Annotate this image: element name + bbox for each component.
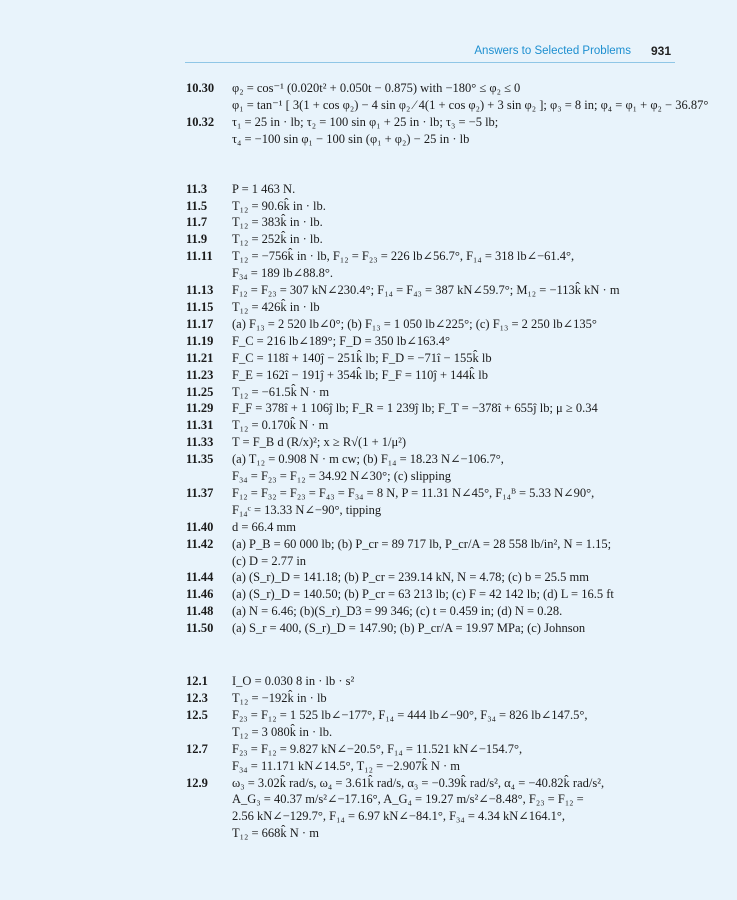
answer-entry	[186, 775, 686, 843]
answer-text	[232, 417, 686, 434]
answer-text	[232, 741, 686, 775]
problem-number: 11.11	[186, 249, 213, 264]
answer-line: (a) F₁₃ = 2 520 lb∠0°; (b) F₁₃ = 1 050 lb∠225°; (c) F₁₃ = 2 250 lb∠135°	[232, 316, 597, 331]
problem-number: 12.5	[186, 707, 208, 722]
problem-number: 12.9	[186, 775, 208, 790]
problem-number: 11.23	[186, 367, 214, 382]
answer-entry	[186, 114, 686, 148]
answer-text	[232, 214, 686, 231]
problem-number: 11.40	[186, 519, 214, 534]
answer-line: T₁₂ = 3 080k̂ in · lb.	[232, 724, 333, 739]
answer-entry	[186, 367, 686, 384]
answer-text	[232, 350, 686, 367]
answer-line: T₁₂ = 383k̂ in · lb.	[232, 215, 323, 230]
answer-line: T₁₂ = −192k̂ in · lb	[232, 691, 327, 705]
answer-entry	[186, 741, 686, 775]
answer-text	[232, 282, 686, 299]
answer-line: F₃₄ = 189 lb∠88.8°.	[232, 266, 334, 281]
answer-line: φ₂ = cos⁻¹ (0.020t² + 0.050t − 0.875) with −180° ≤ φ₂ ≤ 0	[232, 81, 521, 95]
answer-line: F_E = 162î − 191ĵ + 354k̂ lb; F_F = 110ĵ + 144k̂ lb	[232, 367, 488, 382]
running-head: Answers to Selected Problems	[474, 45, 631, 57]
answer-text	[232, 451, 686, 485]
answer-entry	[186, 417, 686, 434]
problem-number: 11.48	[186, 604, 214, 619]
answer-text	[232, 690, 686, 707]
group-spacer	[186, 637, 686, 673]
answer-line: (c) D = 2.77 in	[232, 553, 307, 568]
problem-number: 11.44	[186, 570, 214, 585]
answer-text	[232, 485, 686, 519]
answer-text	[232, 248, 686, 282]
answer-line: F_C = 118î + 140ĵ − 251k̂ lb; F_D = −71î − 155k̂ lb	[232, 350, 492, 365]
answer-text	[232, 673, 686, 690]
answer-line: F₁₂ = F₂₃ = 307 kN∠230.4°; F₁₄ = F₄₃ = 387 kN∠59.7°; M₁₂ = −113k̂ kN · m	[232, 283, 620, 298]
answer-text	[232, 707, 686, 741]
answer-text	[232, 114, 686, 148]
answer-entry	[186, 181, 686, 198]
problem-number: 11.29	[186, 401, 214, 416]
answer-line: (a) S_r = 400, (S_r)_D = 147.90; (b) P_cr/A = 19.97 MPa; (c) Johnson	[232, 621, 586, 636]
problem-number: 11.42	[186, 536, 214, 551]
problem-number: 11.19	[186, 333, 214, 348]
problem-number: 11.50	[186, 621, 214, 636]
problem-number: 11.7	[186, 215, 208, 230]
answer-line: F₁₂ = F₃₂ = F₂₃ = F₄₃ = F₃₄ = 8 N, P = 11.31 N∠45°, F₁₄ᴮ = 5.33 N∠90°,	[232, 485, 595, 500]
problem-number: 11.13	[186, 283, 214, 298]
problem-number: 10.32	[186, 114, 215, 129]
answer-line: 2.56 kN∠−129.7°, F₁₄ = 6.97 kN∠−84.1°, F₃₄ = 4.34 kN∠164.1°,	[232, 809, 566, 824]
answer-text	[232, 181, 686, 198]
answer-line: τ₁ = 25 in · lb; τ₂ = 100 sin φ₁ + 25 in · lb; τ₃ = −5 lb;	[232, 114, 499, 129]
answer-entry	[186, 620, 686, 637]
answer-entry	[186, 400, 686, 417]
answer-entry	[186, 569, 686, 586]
answer-entry	[186, 248, 686, 282]
header-rule	[185, 62, 675, 63]
answer-text	[232, 775, 686, 843]
answer-line: (a) (S_r)_D = 140.50; (b) P_cr = 63 213 lb; (c) F = 42 142 lb; (d) L = 16.5 ft	[232, 587, 614, 602]
answer-line: ω₃ = 3.02k̂ rad/s, ω₄ = 3.61k̂ rad/s, α₃ = −0.39k̂ rad/s², α₄ = −40.82k̂ rad/s²,	[232, 775, 605, 790]
answer-line: (a) N = 6.46; (b)(S_r)_D3 = 99 346; (c) t = 0.459 in; (d) N = 0.28.	[232, 604, 563, 619]
answer-line: A_G₃ = 40.37 m/s²∠−17.16°, A_G₄ = 19.27 m/s²∠−8.48°, F₂₃ = F₁₂ =	[232, 792, 584, 807]
answer-line: F₂₃ = F₁₂ = 1 525 lb∠−177°, F₁₄ = 444 lb∠−90°, F₃₄ = 826 lb∠147.5°,	[232, 707, 588, 722]
answer-line: F₁₄ᶜ = 13.33 N∠−90°, tipping	[232, 502, 382, 517]
answer-text	[232, 434, 686, 451]
answer-line: d = 66.4 mm	[232, 519, 296, 534]
problem-number: 12.3	[186, 691, 208, 705]
answer-text	[232, 603, 686, 620]
answer-entry	[186, 536, 686, 570]
group-spacer	[186, 148, 686, 181]
answer-line: φ₁ = tan⁻¹ [ 3(1 + cos φ₂) − 4 sin φ₂ ⁄ 4(1 + cos φ₂) + 3 sin φ₂ ]; φ₃ = 8 in; φ₄ = φ₁ + φ₂ − 36.87°	[232, 97, 709, 112]
problem-number: 11.15	[186, 299, 214, 314]
answer-text	[232, 400, 686, 417]
problem-number: 11.46	[186, 587, 214, 602]
answer-line: T₁₂ = 90.6k̂ in · lb.	[232, 198, 326, 213]
answer-text	[232, 231, 686, 248]
problem-number: 11.33	[186, 435, 214, 450]
answer-line: T₁₂ = 668k̂ N · m	[232, 826, 319, 841]
problem-number: 11.31	[186, 418, 214, 433]
answer-entry	[186, 485, 686, 519]
answer-line: P = 1 463 N.	[232, 181, 296, 196]
answer-text	[232, 299, 686, 316]
answers-list	[186, 80, 709, 842]
answer-line: τ₄ = −100 sin φ₁ − 100 sin (φ₁ + φ₂) − 25 in · lb	[232, 131, 470, 146]
answer-text	[232, 620, 686, 637]
answer-entry	[186, 333, 686, 350]
problem-number: 12.1	[186, 674, 208, 689]
page-header	[0, 40, 737, 66]
answer-line: F_C = 216 lb∠189°; F_D = 350 lb∠163.4°	[232, 333, 450, 348]
answer-entry	[186, 282, 686, 299]
answer-text	[232, 198, 686, 215]
problem-number: 11.35	[186, 452, 214, 467]
answer-text	[232, 519, 686, 536]
answer-entry	[186, 707, 686, 741]
answer-line: F₃₄ = F₂₃ = F₁₂ = 34.92 N∠30°; (c) slipping	[232, 469, 452, 484]
answer-text	[232, 586, 686, 603]
answer-line: T₁₂ = 0.170k̂ N · m	[232, 418, 329, 433]
answer-line: T₁₂ = −61.5k̂ N · m	[232, 384, 330, 399]
problem-number: 11.37	[186, 485, 214, 500]
page-number: 931	[650, 44, 671, 58]
answer-line: (a) (S_r)_D = 141.18; (b) P_cr = 239.14 kN, N = 4.78; (c) b = 25.5 mm	[232, 570, 589, 585]
answer-line: (a) T₁₂ = 0.908 N · m cw; (b) F₁₄ = 18.23 N∠−106.7°,	[232, 452, 504, 467]
problem-number: 11.3	[186, 181, 208, 196]
answer-entry	[186, 214, 686, 231]
answer-entry	[186, 384, 686, 401]
problem-number: 11.9	[186, 232, 208, 247]
problem-number: 11.25	[186, 384, 214, 399]
answer-entry	[186, 519, 686, 536]
answer-text	[232, 316, 686, 333]
answer-entry	[186, 350, 686, 367]
problem-number: 11.21	[186, 350, 214, 365]
answer-entry	[186, 434, 686, 451]
answer-line: F₂₃ = F₁₂ = 9.827 kN∠−20.5°, F₁₄ = 11.521 kN∠−154.7°,	[232, 741, 523, 756]
answer-entry	[186, 603, 686, 620]
answer-entry	[186, 316, 686, 333]
answer-line: I_O = 0.030 8 in · lb · s²	[232, 674, 355, 689]
answer-entry	[186, 80, 709, 114]
answer-line: F₃₄ = 11.171 kN∠14.5°, T₁₂ = −2.907k̂ N · m	[232, 758, 461, 773]
answer-line: T = F_B d (R/x)²; x ≥ R√(1 + 1/μ²)	[232, 435, 407, 450]
answer-text	[232, 367, 686, 384]
answer-line: T₁₂ = 426k̂ in · lb	[232, 299, 320, 314]
answer-entry	[186, 451, 686, 485]
answer-text	[232, 536, 686, 570]
answer-entry	[186, 673, 686, 690]
answer-line: (a) P_B = 60 000 lb; (b) P_cr = 89 717 lb, P_cr/A = 28 558 lb/in², N = 1.15;	[232, 536, 612, 551]
answer-line: T₁₂ = 252k̂ in · lb.	[232, 232, 323, 247]
answer-group	[186, 181, 686, 637]
answer-entry	[186, 690, 686, 707]
answer-text	[232, 384, 686, 401]
answer-line: T₁₂ = −756k̂ in · lb, F₁₂ = F₂₃ = 226 lb∠56.7°, F₁₄ = 318 lb∠−61.4°,	[232, 249, 575, 264]
answer-text	[232, 333, 686, 350]
answer-group	[186, 80, 709, 148]
problem-number: 10.30	[186, 81, 215, 95]
answer-group	[186, 673, 686, 842]
problem-number: 11.5	[186, 198, 208, 213]
answer-text	[232, 80, 708, 114]
answer-entry	[186, 198, 686, 215]
answer-line: F_F = 378î + 1 106ĵ lb; F_R = 1 239ĵ lb; F_T = −378î + 655ĵ lb; μ ≥ 0.34	[232, 401, 598, 416]
answer-entry	[186, 586, 686, 603]
answer-entry	[186, 231, 686, 248]
problem-number: 11.17	[186, 316, 214, 331]
answer-entry	[186, 299, 686, 316]
problem-number: 12.7	[186, 741, 208, 756]
answer-text	[232, 569, 686, 586]
